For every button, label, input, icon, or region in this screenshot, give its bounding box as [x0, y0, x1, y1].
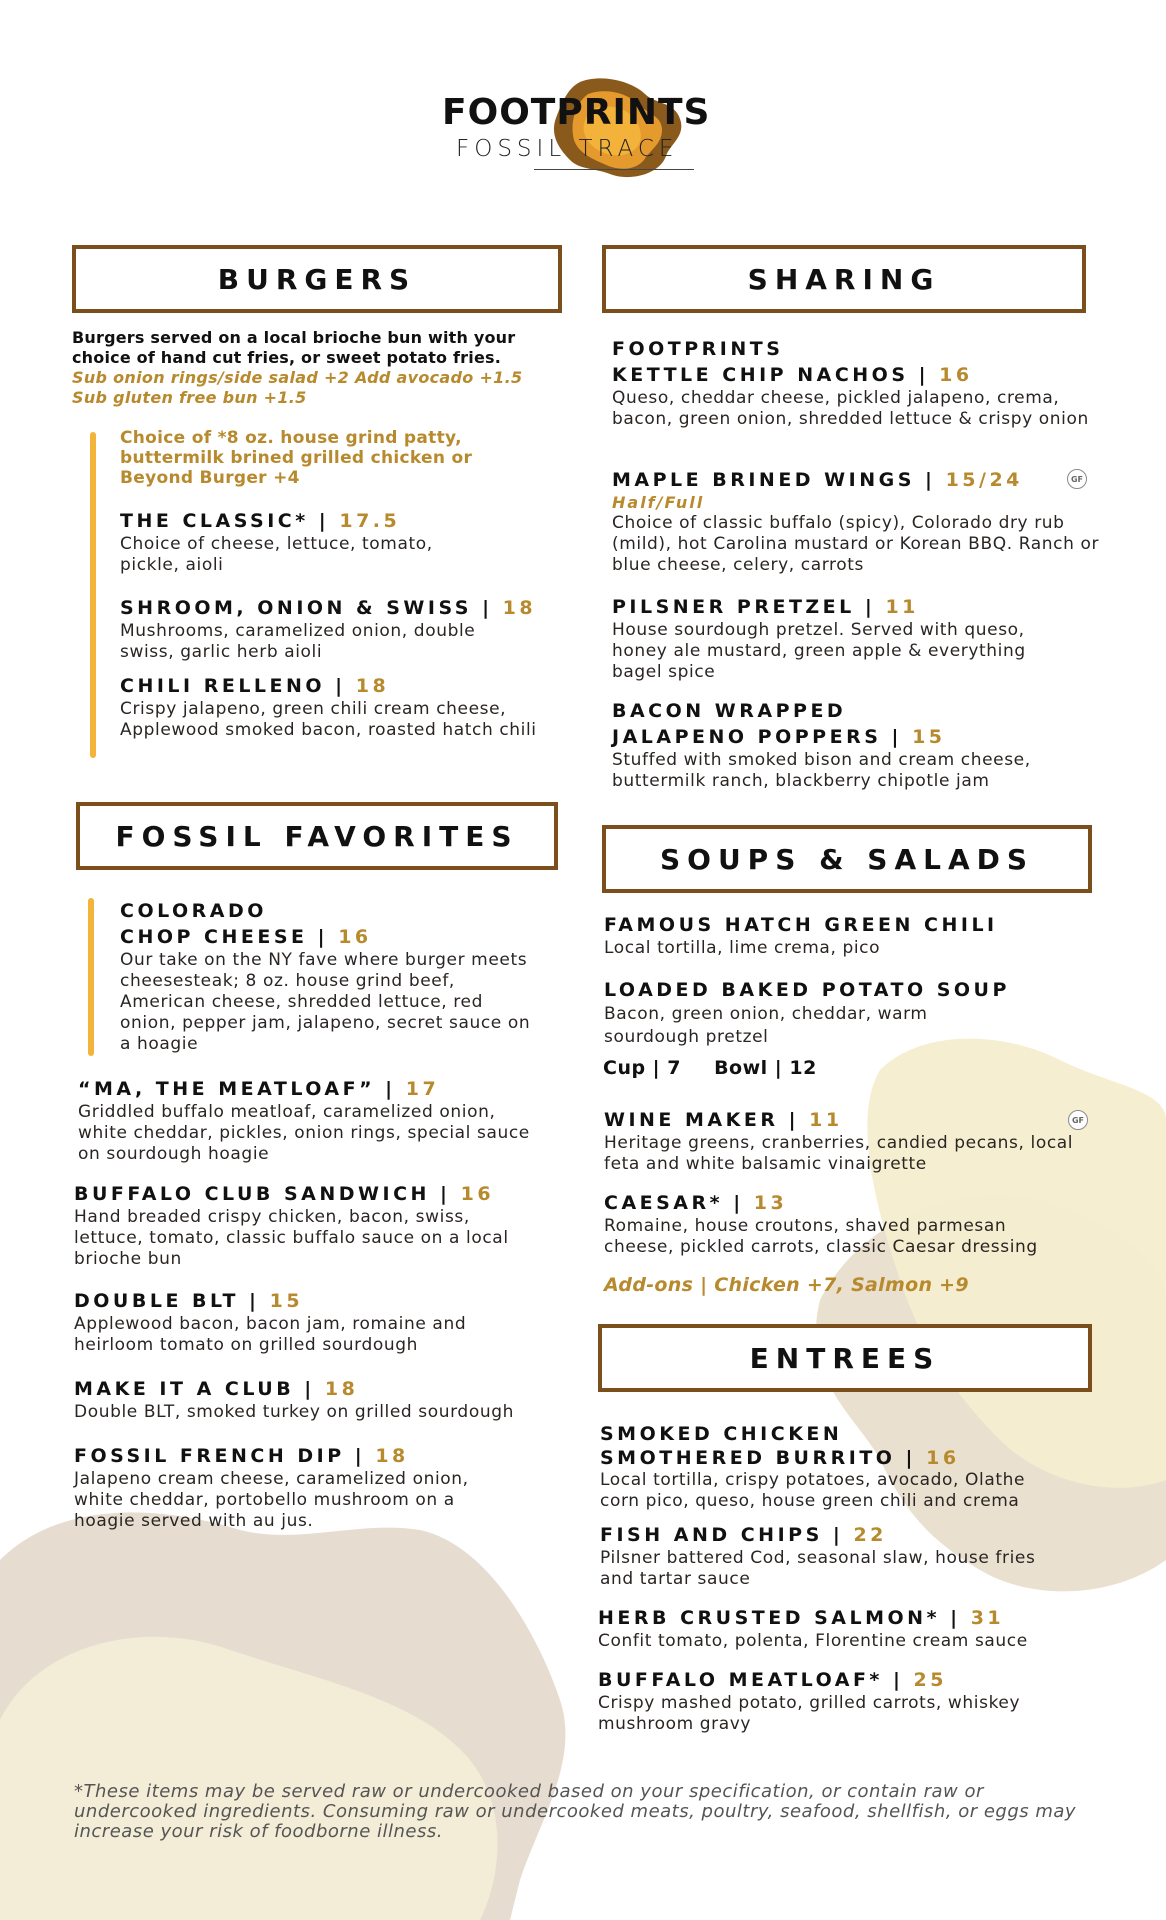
item-name-line1: COLORADO: [120, 900, 267, 922]
item-name: CAESAR* |: [604, 1192, 754, 1214]
burgers-sub-options: Sub onion rings/side salad +2 Add avocado +1.5: [72, 368, 523, 387]
item-description: Griddled buffalo meatloaf, caramelized onion, white cheddar, pickles, onion rings, special sauce on sourdough hoagie: [78, 1102, 530, 1164]
item-price: 16: [460, 1183, 495, 1205]
menu-item: [120, 508, 570, 576]
item-price: 25: [913, 1669, 947, 1691]
item-name: SHROOM, ONION & SWISS |: [120, 597, 503, 619]
burgers-gluten-free: Sub gluten free bun +1.5: [72, 388, 307, 407]
item-description: Mushrooms, caramelized onion, double swiss, garlic herb aioli: [120, 621, 476, 662]
item-name-line1: FOOTPRINTS: [612, 338, 784, 360]
item-price: 15: [912, 726, 946, 748]
item-name: BUFFALO MEATLOAF* |: [598, 1669, 914, 1691]
addons: [604, 1273, 1094, 1297]
item-price: 16: [926, 1447, 960, 1469]
item-name: DOUBLE BLT |: [74, 1290, 270, 1312]
menu-item: [600, 1522, 1090, 1590]
menu-item: [612, 594, 1102, 683]
logo: [430, 74, 770, 184]
gluten-free-badge-icon: GF: [1067, 469, 1087, 489]
item-price: 16: [939, 364, 973, 386]
entrees-section: [598, 1324, 1092, 1392]
item-price: 16: [338, 926, 372, 948]
sharing-header: [602, 245, 1086, 313]
item-price: 18: [502, 597, 537, 619]
entrees-header: [598, 1324, 1092, 1392]
item-price: 22: [853, 1524, 887, 1546]
bowl-label: Bowl |: [714, 1057, 790, 1079]
logo-underline: [534, 169, 694, 170]
sharing-section: [602, 245, 1086, 313]
item-price: 17: [405, 1078, 440, 1100]
burgers-header: [72, 245, 562, 313]
menu-item: [612, 467, 1102, 576]
menu-item: [78, 1076, 568, 1165]
menu-item: [604, 977, 1094, 1049]
menu-item: [74, 1288, 564, 1356]
item-name: PILSNER PRETZEL |: [612, 596, 886, 618]
item-description: Stuffed with smoked bison and cream cheese, buttermilk ranch, blackberry chipotle jam: [612, 750, 1031, 791]
menu-item: [600, 1422, 1090, 1512]
item-name: WINE MAKER |: [604, 1109, 810, 1131]
favorites-title: FOSSIL FAVORITES: [115, 819, 519, 853]
burgers-choice-text: Choice of *8 oz. house grind patty, buttermilk brined grilled chicken or Beyond Burger +4: [120, 428, 473, 488]
menu-item: [120, 898, 570, 1055]
item-description: Double BLT, smoked turkey on grilled sourdough: [74, 1402, 514, 1422]
item-name: JALAPENO POPPERS |: [612, 726, 913, 748]
raw-food-disclaimer: *These items may be served raw or undercooked based on your specification, or contain raw or undercooked ingredients. Consuming raw or undercooked meats, poultry, seafood, shellfish, or eggs may increase your risk of foodborne illness.: [74, 1781, 1077, 1842]
item-name: THE CLASSIC* |: [120, 510, 340, 532]
addons-text: Add-ons | Chicken +7, Salmon +9: [604, 1274, 969, 1296]
item-description: Choice of cheese, lettuce, tomato, pickle, aioli: [120, 534, 433, 575]
item-description: Queso, cheddar cheese, pickled jalapeno, crema, bacon, green onion, shredded lettuce & crispy onion: [612, 388, 1089, 429]
item-name: CHILI RELLENO |: [120, 675, 356, 697]
menu-item: [604, 1107, 1094, 1175]
gluten-free-badge-icon: GF: [1068, 1110, 1088, 1130]
burgers-intro: Burgers served on a local brioche bun with your choice of hand cut fries, or sweet potato fries.: [72, 328, 516, 367]
menu-item: [74, 1181, 564, 1270]
menu-item: [120, 595, 580, 663]
menu-item: [120, 673, 570, 741]
item-name: MAKE IT A CLUB |: [74, 1378, 325, 1400]
entrees-title: ENTREES: [749, 1341, 941, 1375]
item-name: FISH AND CHIPS |: [600, 1524, 854, 1546]
item-portion-note: Half/Full: [612, 493, 705, 512]
burgers-title: BURGERS: [217, 262, 417, 296]
logo-title: FOOTPRINTS: [442, 92, 711, 133]
item-name-line1: BACON WRAPPED: [612, 700, 847, 722]
item-price: 11: [885, 596, 919, 618]
sharing-title: SHARING: [747, 262, 941, 296]
item-description: Hand breaded crispy chicken, bacon, swiss, lettuce, tomato, classic buffalo sauce on a local brioche bun: [74, 1207, 509, 1269]
menu-item: [598, 1667, 1088, 1735]
menu-item: [74, 1376, 574, 1423]
item-name-line1: SMOKED CHICKEN: [600, 1423, 843, 1445]
item-name: HERB CRUSTED SALMON* |: [598, 1607, 971, 1629]
item-description: Our take on the NY fave where burger meets cheesesteak; 8 oz. house grind beef, American cheese, shredded lettuce, red onion, pepper jam, jalapeno, secret sauce on a hoagie: [120, 950, 531, 1054]
item-price: 17.5: [339, 510, 401, 532]
item-description: Heritage greens, cranberries, candied pecans, local feta and white balsamic vinaigrette: [604, 1133, 1074, 1174]
menu-item: [612, 698, 1102, 792]
item-name: BUFFALO CLUB SANDWICH |: [74, 1183, 461, 1205]
item-description: Pilsner battered Cod, seasonal slaw, house fries and tartar sauce: [600, 1548, 1036, 1589]
item-price: 31: [970, 1607, 1005, 1629]
cup-label: Cup |: [603, 1057, 668, 1079]
burgers-intro-block: [72, 328, 562, 408]
item-name: SMOTHERED BURRITO |: [600, 1447, 927, 1469]
favorites-accent-bar: [88, 898, 94, 1056]
cup-bowl-pricing: [603, 1057, 903, 1079]
item-price: 18: [324, 1378, 359, 1400]
burgers-choice: [120, 428, 530, 488]
item-description: Jalapeno cream cheese, caramelized onion, white cheddar, portobello mushroom on a hoagie served with au jus.: [74, 1469, 469, 1531]
item-name: CHOP CHEESE |: [120, 926, 339, 948]
menu-item: [604, 1190, 1094, 1258]
item-price: 18: [375, 1445, 409, 1467]
menu-item: [612, 336, 1102, 430]
menu-item: [604, 912, 1094, 959]
item-description: Confit tomato, polenta, Florentine cream sauce: [598, 1631, 1028, 1651]
soups-section: [602, 825, 1092, 893]
item-description: Crispy jalapeno, green chili cream cheese, Applewood smoked bacon, roasted hatch chili: [120, 699, 537, 740]
item-name: LOADED BAKED POTATO SOUP: [604, 979, 1010, 1001]
item-name: FAMOUS HATCH GREEN CHILI: [604, 914, 998, 936]
item-price: 11: [809, 1109, 843, 1131]
burgers-section: [72, 245, 562, 313]
menu-item: [598, 1605, 1098, 1652]
item-description: Romaine, house croutons, shaved parmesan cheese, pickled carrots, classic Caesar dressing: [604, 1216, 1038, 1257]
menu-item: [74, 1443, 564, 1532]
item-description: Crispy mashed potato, grilled carrots, whiskey mushroom gravy: [598, 1693, 1021, 1734]
bowl-price: 12: [789, 1057, 817, 1079]
favorites-section: [76, 802, 558, 870]
item-description: Local tortilla, lime crema, pico: [604, 938, 881, 958]
item-price: 18: [355, 675, 390, 697]
item-name: MAPLE BRINED WINGS |: [612, 469, 946, 491]
item-description: Choice of classic buffalo (spicy), Colorado dry rub (mild), hot Carolina mustard or Korean BBQ. Ranch or blue cheese, celery, carrots: [612, 513, 1100, 575]
item-name: KETTLE CHIP NACHOS |: [612, 364, 940, 386]
item-description: Bacon, green onion, cheddar, warm sourdough pretzel: [604, 1004, 928, 1047]
item-price: 15: [269, 1290, 304, 1312]
item-description: Applewood bacon, bacon jam, romaine and heirloom tomato on grilled sourdough: [74, 1314, 467, 1355]
item-name: “MA, THE MEATLOAF” |: [78, 1078, 406, 1100]
soups-title: SOUPS & SALADS: [659, 842, 1035, 876]
item-price: 15/24: [945, 469, 1023, 491]
burgers-accent-bar: [90, 432, 96, 758]
logo-subtitle: FOSSIL TRACE: [456, 136, 679, 162]
cup-price: 7: [667, 1057, 681, 1079]
item-price: 13: [753, 1192, 788, 1214]
item-description: Local tortilla, crispy potatoes, avocado, Olathe corn pico, queso, house green chili and crema: [600, 1470, 1026, 1511]
favorites-header: [76, 802, 558, 870]
item-description: House sourdough pretzel. Served with queso, honey ale mustard, green apple & everything bagel spice: [612, 620, 1026, 682]
item-name: FOSSIL FRENCH DIP |: [74, 1445, 376, 1467]
soups-header: [602, 825, 1092, 893]
